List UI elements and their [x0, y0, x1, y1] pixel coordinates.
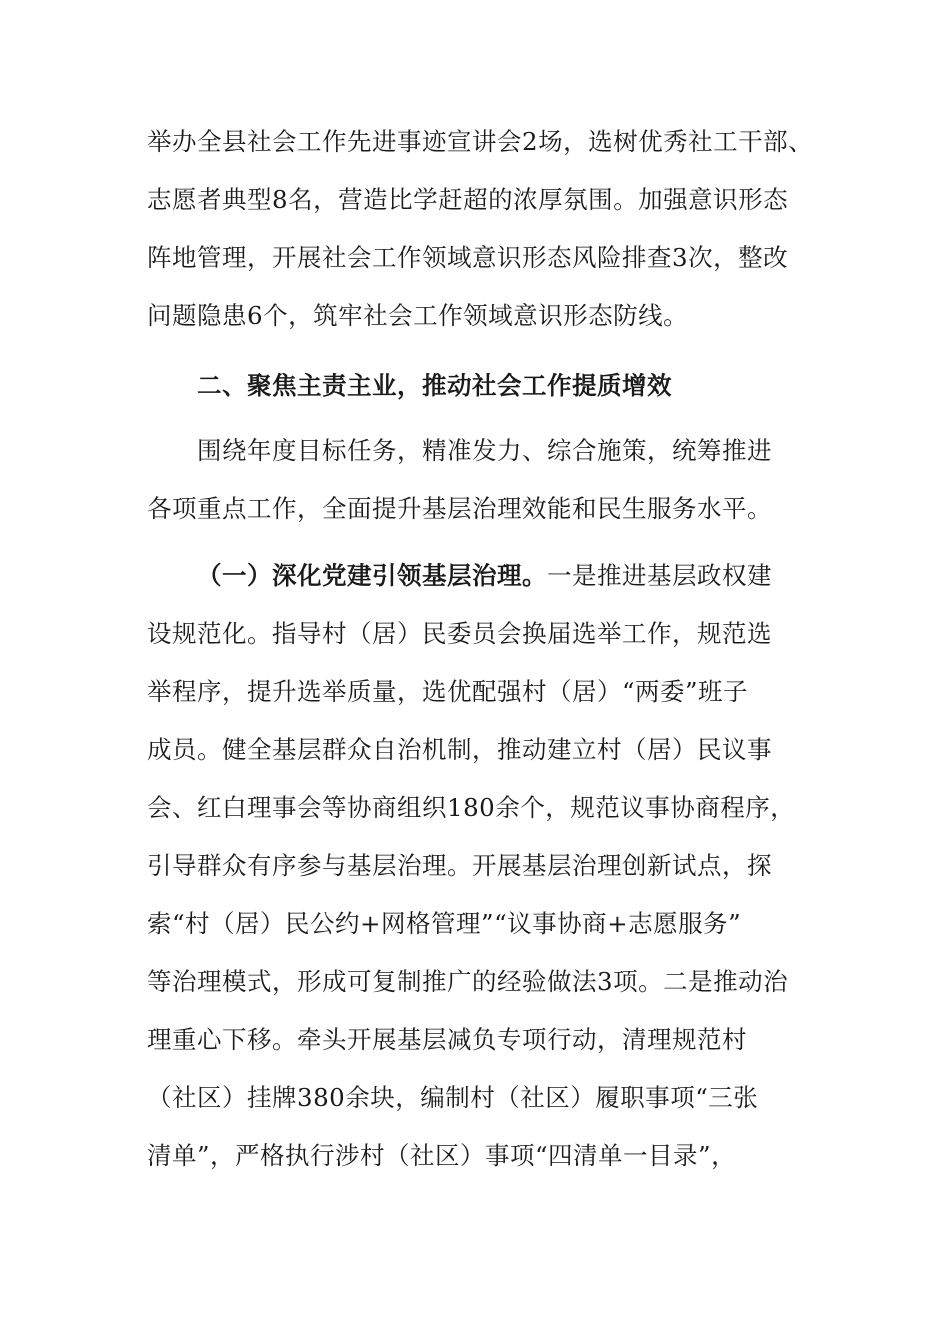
paragraph-line: 围绕年度目标任务，精准发力、综合施策，统筹推进 — [197, 436, 772, 465]
paragraph-line: （社区）挂牌380余块，编制村（社区）履职事项“三张 — [147, 1083, 759, 1112]
subsection-first-line — [197, 556, 772, 596]
subsection-title: （一）深化党建引领基层治理。 — [197, 561, 547, 590]
paragraph-line: 等治理模式，形成可复制推广的经验做法3项。二是推动治 — [147, 967, 789, 996]
paragraph-line: 成员。健全基层群众自治机制，推动建立村（居）民议事 — [147, 735, 772, 764]
paragraph-line: 会、红白理事会等协商组织180余个，规范议事协商程序， — [147, 793, 796, 822]
paragraph-line: 阵地管理，开展社会工作领域意识形态风险排查3次，整改 — [147, 243, 789, 272]
paragraph-line: 举程序，提升选举质量，选优配强村（居）“两委”班子 — [147, 677, 749, 706]
paragraph-line: 问题隐患6个，筑牢社会工作领域意识形态防线。 — [147, 301, 689, 330]
subsection-first-line-rest: 一是推进基层政权建 — [547, 561, 772, 590]
paragraph-line: 索“村（居）民公约+网格管理”“议事协商+志愿服务” — [147, 909, 742, 938]
paragraph-line: 志愿者典型8名，营造比学赶超的浓厚氛围。加强意识形态 — [147, 185, 789, 214]
paragraph-line: 引导群众有序参与基层治理。开展基层治理创新试点，探 — [147, 851, 772, 880]
section-heading: 二、聚焦主责主业，推动社会工作提质增效 — [197, 371, 672, 400]
paragraph-line: 设规范化。指导村（居）民委员会换届选举工作，规范选 — [147, 619, 772, 648]
paragraph-line: 清单”，严格执行涉村（社区）事项“四清单一目录”， — [147, 1141, 737, 1170]
paragraph-line: 理重心下移。牵头开展基层减负专项行动，清理规范村 — [147, 1025, 747, 1054]
paragraph-line: 举办全县社会工作先进事迹宣讲会2场，选树优秀社工干部、 — [147, 127, 814, 156]
paragraph-line: 各项重点工作，全面提升基层治理效能和民生服务水平。 — [147, 494, 772, 523]
